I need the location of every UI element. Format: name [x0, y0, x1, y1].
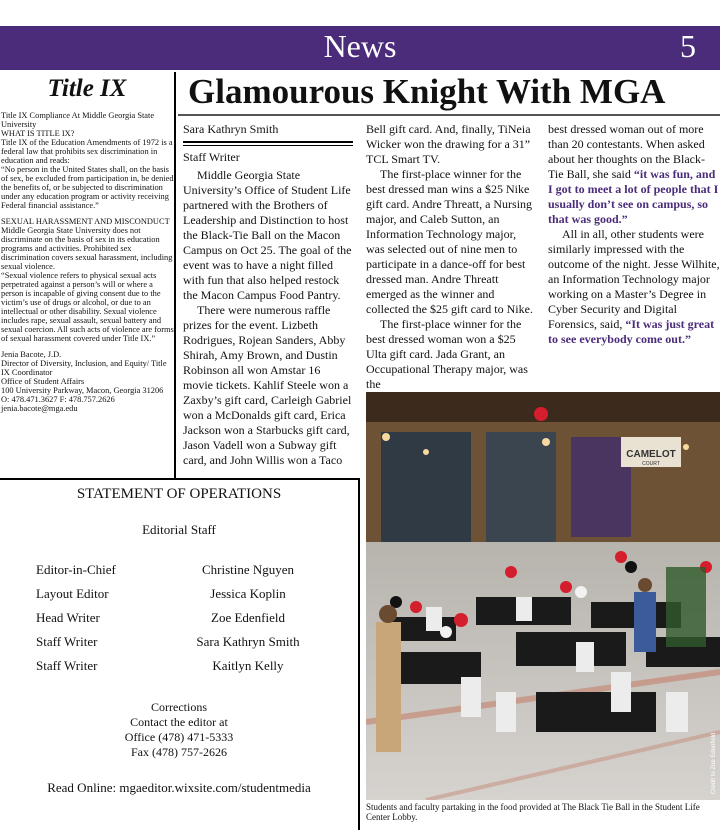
article-paragraph: The first-place winner for the best dressed woman won a $25 Ulta gift card. Jada Grant, an Occupational Therapy major, was the: [366, 317, 528, 391]
corrections-block: [0, 700, 358, 760]
article-column-2: [366, 122, 534, 392]
staff-name: Kaitlyn Kelly: [212, 658, 284, 673]
headline-rule: [178, 114, 720, 116]
corrections-contact: Contact the editor at: [130, 715, 228, 729]
article-paragraph: Bell gift card. And, finally, TiNeia Wicker won the drawing for a 31” TCL Smart TV.: [366, 122, 531, 166]
sidebar-line: “Sexual violence refers to physical sexual acts perpetrated against a person’s will or where a person is incapable of giving consent due to the victim’s use of drugs or alcohol, or due to an intellectual or other disability. Sexual violence includes rape, sexual assault, sexual battery and sexual coercion. All such acts of violence are forms of sexual harassment covered under Title IX.”: [1, 271, 174, 343]
title-ix-sidebar: [0, 72, 176, 478]
article-column-3: [548, 122, 720, 347]
corrections-office: Office (478) 471-5333: [124, 730, 234, 744]
staff-name: Jessica Koplin: [210, 586, 286, 601]
article-paragraph: [548, 227, 720, 347]
sidebar-line: WHAT IS TITLE IX?: [1, 129, 75, 138]
sidebar-gap: [1, 210, 174, 217]
editorial-staff-heading: Editorial Staff: [142, 522, 216, 537]
read-online-link[interactable]: Read Online: mgaeditor.wixsite.com/studentmedia: [47, 780, 311, 795]
sidebar-line: jenia.bacote@mga.edu: [1, 404, 78, 413]
event-photo: [366, 392, 720, 800]
article-author: Sara Kathryn Smith: [183, 122, 279, 136]
sidebar-body: [1, 111, 174, 413]
article-paragraph: The first-place winner for the best dressed man wins a $25 Nike gift card. Andre Threatt, a Nursing major, and Caleb Sutton, an Information Technology major, was selected out of nine men to participate in a dance-off for best dressed man. Andre Threatt emerged as the winner and collected the $25 gift card to Nike.: [366, 167, 533, 316]
paragraph-text: best dressed woman out of more than 20 contestants. When asked about her thoughts on the Black-Tie Ball, she said: [548, 122, 705, 181]
staff-name: Sara Kathryn Smith: [196, 634, 300, 649]
corrections-fax: Fax (478) 757-2626: [131, 745, 227, 759]
sidebar-line: SEXUAL HARASSMENT AND MISCONDUCT: [1, 217, 170, 226]
staff-name: Zoe Edenfield: [211, 610, 285, 625]
sidebar-line: Office of Student Affairs: [1, 377, 85, 386]
staff-role: Editor-in-Chief: [36, 562, 116, 577]
pull-quote: “it was fun, and I got to meet a lot of people that I usually don’t see on campus, so that was good.”: [548, 167, 719, 226]
sidebar-line: Jenia Bacote, J.D.: [1, 350, 62, 359]
staff-role: Layout Editor: [36, 586, 109, 601]
staff-role: Staff Writer: [36, 658, 98, 673]
article-paragraph: [548, 122, 720, 227]
pull-quote: “It was just great to see everybody come out.”: [548, 317, 715, 346]
byline-rule: [183, 141, 353, 143]
sidebar-line: “No person in the United States shall, on the basis of sex, be excluded from participation in, be denied the benefits of, or be subjected to discrimination under any education program or activity receiving Federal financial assistance.”: [1, 165, 174, 210]
article-headline: Glamourous Knight With MGA: [188, 72, 666, 111]
byline-rule-thin: [183, 145, 353, 146]
photo-credit: Credit to Zoe Edenfield: [711, 732, 717, 794]
sidebar-line: Title IX Compliance At Middle Georgia State University: [1, 111, 155, 129]
camelot-sign-sub: COURT: [642, 461, 660, 467]
sidebar-line: Title IX of the Education Amendments of 1972 is a federal law that prohibits sex discrimination in education and reads:: [1, 138, 173, 165]
staff-name: Christine Nguyen: [201, 562, 295, 577]
article-column-1: [183, 168, 353, 468]
event-photo-illustration: [366, 392, 720, 800]
staff-role: Head Writer: [36, 610, 100, 625]
article-paragraph: Middle Georgia State University’s Office of Student Life partnered with the Brothers of Leadership and Distinction to host the Black-Tie Ball on the Macon Campus on Oct 25. The goal of the event was to have a night filled with fun that also helped restock the Macon Campus Food Pantry.: [183, 168, 352, 302]
photo-caption: Students and faculty partaking in the food provided at The Black Tie Ball in the Student Life Center Lobby.: [366, 802, 700, 822]
sidebar-title: Title IX: [47, 75, 127, 102]
operations-title: STATEMENT OF OPERATIONS: [76, 486, 282, 502]
sidebar-line: O: 478.471.3627 F: 478.757.2626: [1, 395, 115, 404]
page-number: 5: [680, 28, 696, 64]
section-banner: [0, 26, 720, 70]
sidebar-line: Middle Georgia State University does not discriminate on the basis of sex in its education programs and activities. Prohibited sex discrimination covers sexual harassment, including sexual violence.: [1, 226, 173, 271]
staff-role: Staff Writer: [36, 634, 98, 649]
section-title: News: [323, 28, 397, 64]
sidebar-gap: [1, 343, 174, 350]
sidebar-line: Director of Diversity, Inclusion, and Equity/ Title IX Coordinator: [1, 359, 167, 377]
corrections-heading: Corrections: [151, 700, 207, 714]
camelot-sign: CAMELOT: [626, 449, 676, 460]
sidebar-line: 100 University Parkway, Macon, Georgia 31206: [1, 386, 164, 395]
paragraph-text: All in all, other students were similarly impressed with the outcome of the night. Jesse Wilhite, an Information Technology major working on a Master’s Degree in Cyber Security and Digital Forensics, said,: [548, 227, 720, 331]
statement-of-operations: [0, 478, 360, 830]
article-author-role: Staff Writer: [183, 150, 240, 164]
article-paragraph: There were numerous raffle prizes for the event. Lizbeth Rodrigues, Rojean Sanders, Abby Shirah, Amy Brown, and Dustin Robinson all won Amstar 16 movie tickets. Kahlif Steele won a Zaxby’s gift card, Carleigh Gabriel won a McDonalds gift card, Erica Jackson won a Starbucks gift card, Jason Vadell won a Subway gift card, and John Willis won a Taco: [183, 303, 352, 467]
